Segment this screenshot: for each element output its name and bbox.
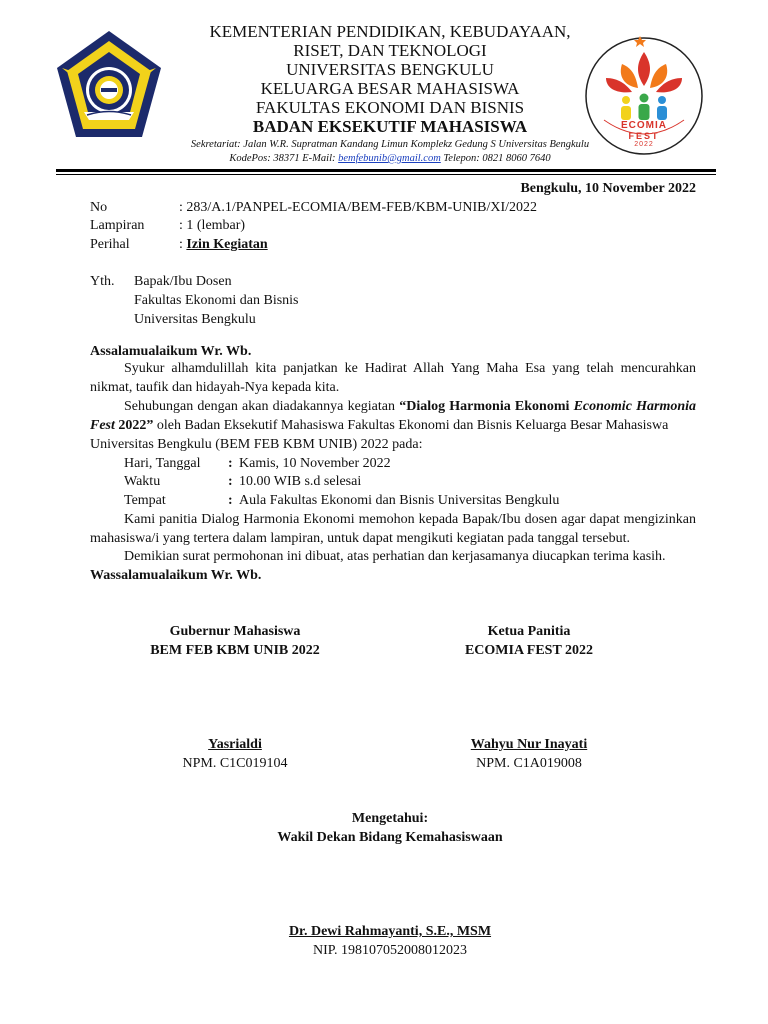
header-line: FAKULTAS EKONOMI DAN BISNIS — [255, 98, 525, 117]
meta-value-perihal: : Izin Kegiatan — [179, 237, 268, 252]
paragraph-2: Sehubungan dengan akan diadakannya kegiatan “Dialog Harmonia Ekonomi Economic Harmonia Fest 2022” oleh Badan Eksekutif Mahasiswa Fakultas Ekonomi dan Bisnis Keluarga Besar Mahasiswa — [90, 399, 697, 433]
recipient-block — [134, 272, 299, 329]
sig-center-name: Dr. Dewi Rahmayanti, S.E., MSM — [288, 924, 492, 939]
sig-left-name: Yasrialdi — [208, 737, 262, 752]
paragraph-3 — [90, 510, 696, 548]
schedule-value: 10.00 WIB s.d selesai — [239, 474, 362, 489]
contact-line: KodePos: 38371 E-Mail: bemfebunib@gmail.com Telepon: 0821 8060 7640 — [229, 153, 551, 164]
sig-center-title2: Wakil Dekan Bidang Kemahasiswaan — [277, 830, 503, 845]
date-line: Bengkulu, 10 November 2022 — [520, 181, 696, 196]
meta-value-lampiran: : 1 (lembar) — [179, 218, 246, 233]
header-rule-thick — [56, 169, 716, 172]
header-line: KELUARGA BESAR MAHASISWA — [260, 79, 520, 98]
schedule-label: Hari, Tanggal — [124, 456, 201, 471]
para1-line1: Syukur alhamdulillah kita panjatkan ke Hadirat Allah Yang Maha Esa yang telah mencurahkan — [124, 361, 696, 376]
logo-word-ecomia: ECOMIA — [621, 120, 667, 131]
recipient-line: Fakultas Ekonomi dan Bisnis — [134, 293, 299, 308]
recipient-label: Yth. — [90, 274, 115, 289]
schedule-value: Aula Fakultas Ekonomi dan Bisnis Universitas Bengkulu — [239, 493, 560, 508]
closing: Wassalamualaikum Wr. Wb. — [90, 568, 262, 583]
meta-label-perihal: Perihal — [90, 237, 130, 252]
schedule-colon: : — [228, 456, 233, 471]
schedule-colon: : — [228, 474, 233, 489]
letterhead — [160, 22, 620, 136]
letterhead-address — [160, 138, 620, 166]
header-org: BADAN EKSEKUTIF MAHASISWA — [252, 117, 528, 136]
sig-right-title1: Ketua Panitia — [487, 624, 571, 639]
meta-label-lampiran: Lampiran — [90, 218, 145, 233]
logo-year: 2022 — [634, 141, 654, 148]
header-line: RISET, DAN TEKNOLOGI — [293, 41, 487, 60]
sig-left-title2: BEM FEB KBM UNIB 2022 — [150, 643, 320, 658]
recipient-line: Bapak/Ibu Dosen — [134, 274, 232, 289]
para3-line1: Kami panitia Dialog Harmonia Ekonomi memohon kepada Bapak/Ibu dosen agar dapat mengizinkan — [124, 512, 696, 527]
sig-right-title2: ECOMIA FEST 2022 — [464, 643, 594, 658]
sig-right-name: Wahyu Nur Inayati — [470, 737, 588, 752]
greeting: Assalamualaikum Wr. Wb. — [90, 344, 252, 359]
schedule-value: Kamis, 10 November 2022 — [239, 456, 391, 471]
sig-center-title1: Mengetahui: — [351, 811, 429, 826]
recipient-line: Universitas Bengkulu — [134, 312, 256, 327]
header-rule-thin — [56, 174, 716, 175]
schedule-colon: : — [228, 493, 233, 508]
paragraph-1 — [90, 359, 696, 397]
sig-right-id: NPM. C1A019008 — [476, 756, 582, 771]
email-link[interactable]: bemfebunib@gmail.com — [338, 153, 441, 164]
meta-value-no: : 283/A.1/PANPEL-ECOMIA/BEM-FEB/KBM-UNIB/XI/2022 — [179, 200, 538, 215]
meta-label-no: No — [90, 200, 108, 215]
sig-left-title1: Gubernur Mahasiswa — [169, 624, 301, 639]
schedule-label: Waktu — [124, 474, 161, 489]
schedule-label: Tempat — [124, 493, 166, 508]
header-line: KEMENTERIAN PENDIDIKAN, KEBUDAYAAN, — [209, 22, 571, 41]
logo-word-fest: FEST — [628, 131, 660, 141]
sig-left-id: NPM. C1C019104 — [182, 756, 288, 771]
paragraph-4: Demikian surat permohonan ini dibuat, atas perhatian dan kerjasamanya diucapkan terima kasih. — [124, 549, 666, 564]
header-line: UNIVERSITAS BENGKULU — [286, 60, 494, 79]
para3-line2: mahasiswa/i yang tertera dalam lampiran, untuk dapat mengikuti kegiatan pada tanggal tersebut. — [90, 531, 630, 546]
para2-line3: Universitas Bengkulu (BEM FEB KBM UNIB) 2022 pada: — [90, 437, 423, 452]
para1-line2: nikmat, taufik dan hidayah-Nya kepada kita. — [90, 380, 340, 395]
sig-center-id: NIP. 198107052008012023 — [312, 943, 467, 958]
address-line: Sekretariat: Jalan W.R. Supratman Kandang Limun Komplekz Gedung S Universitas Bengkulu — [190, 139, 590, 150]
university-logo — [54, 28, 164, 142]
